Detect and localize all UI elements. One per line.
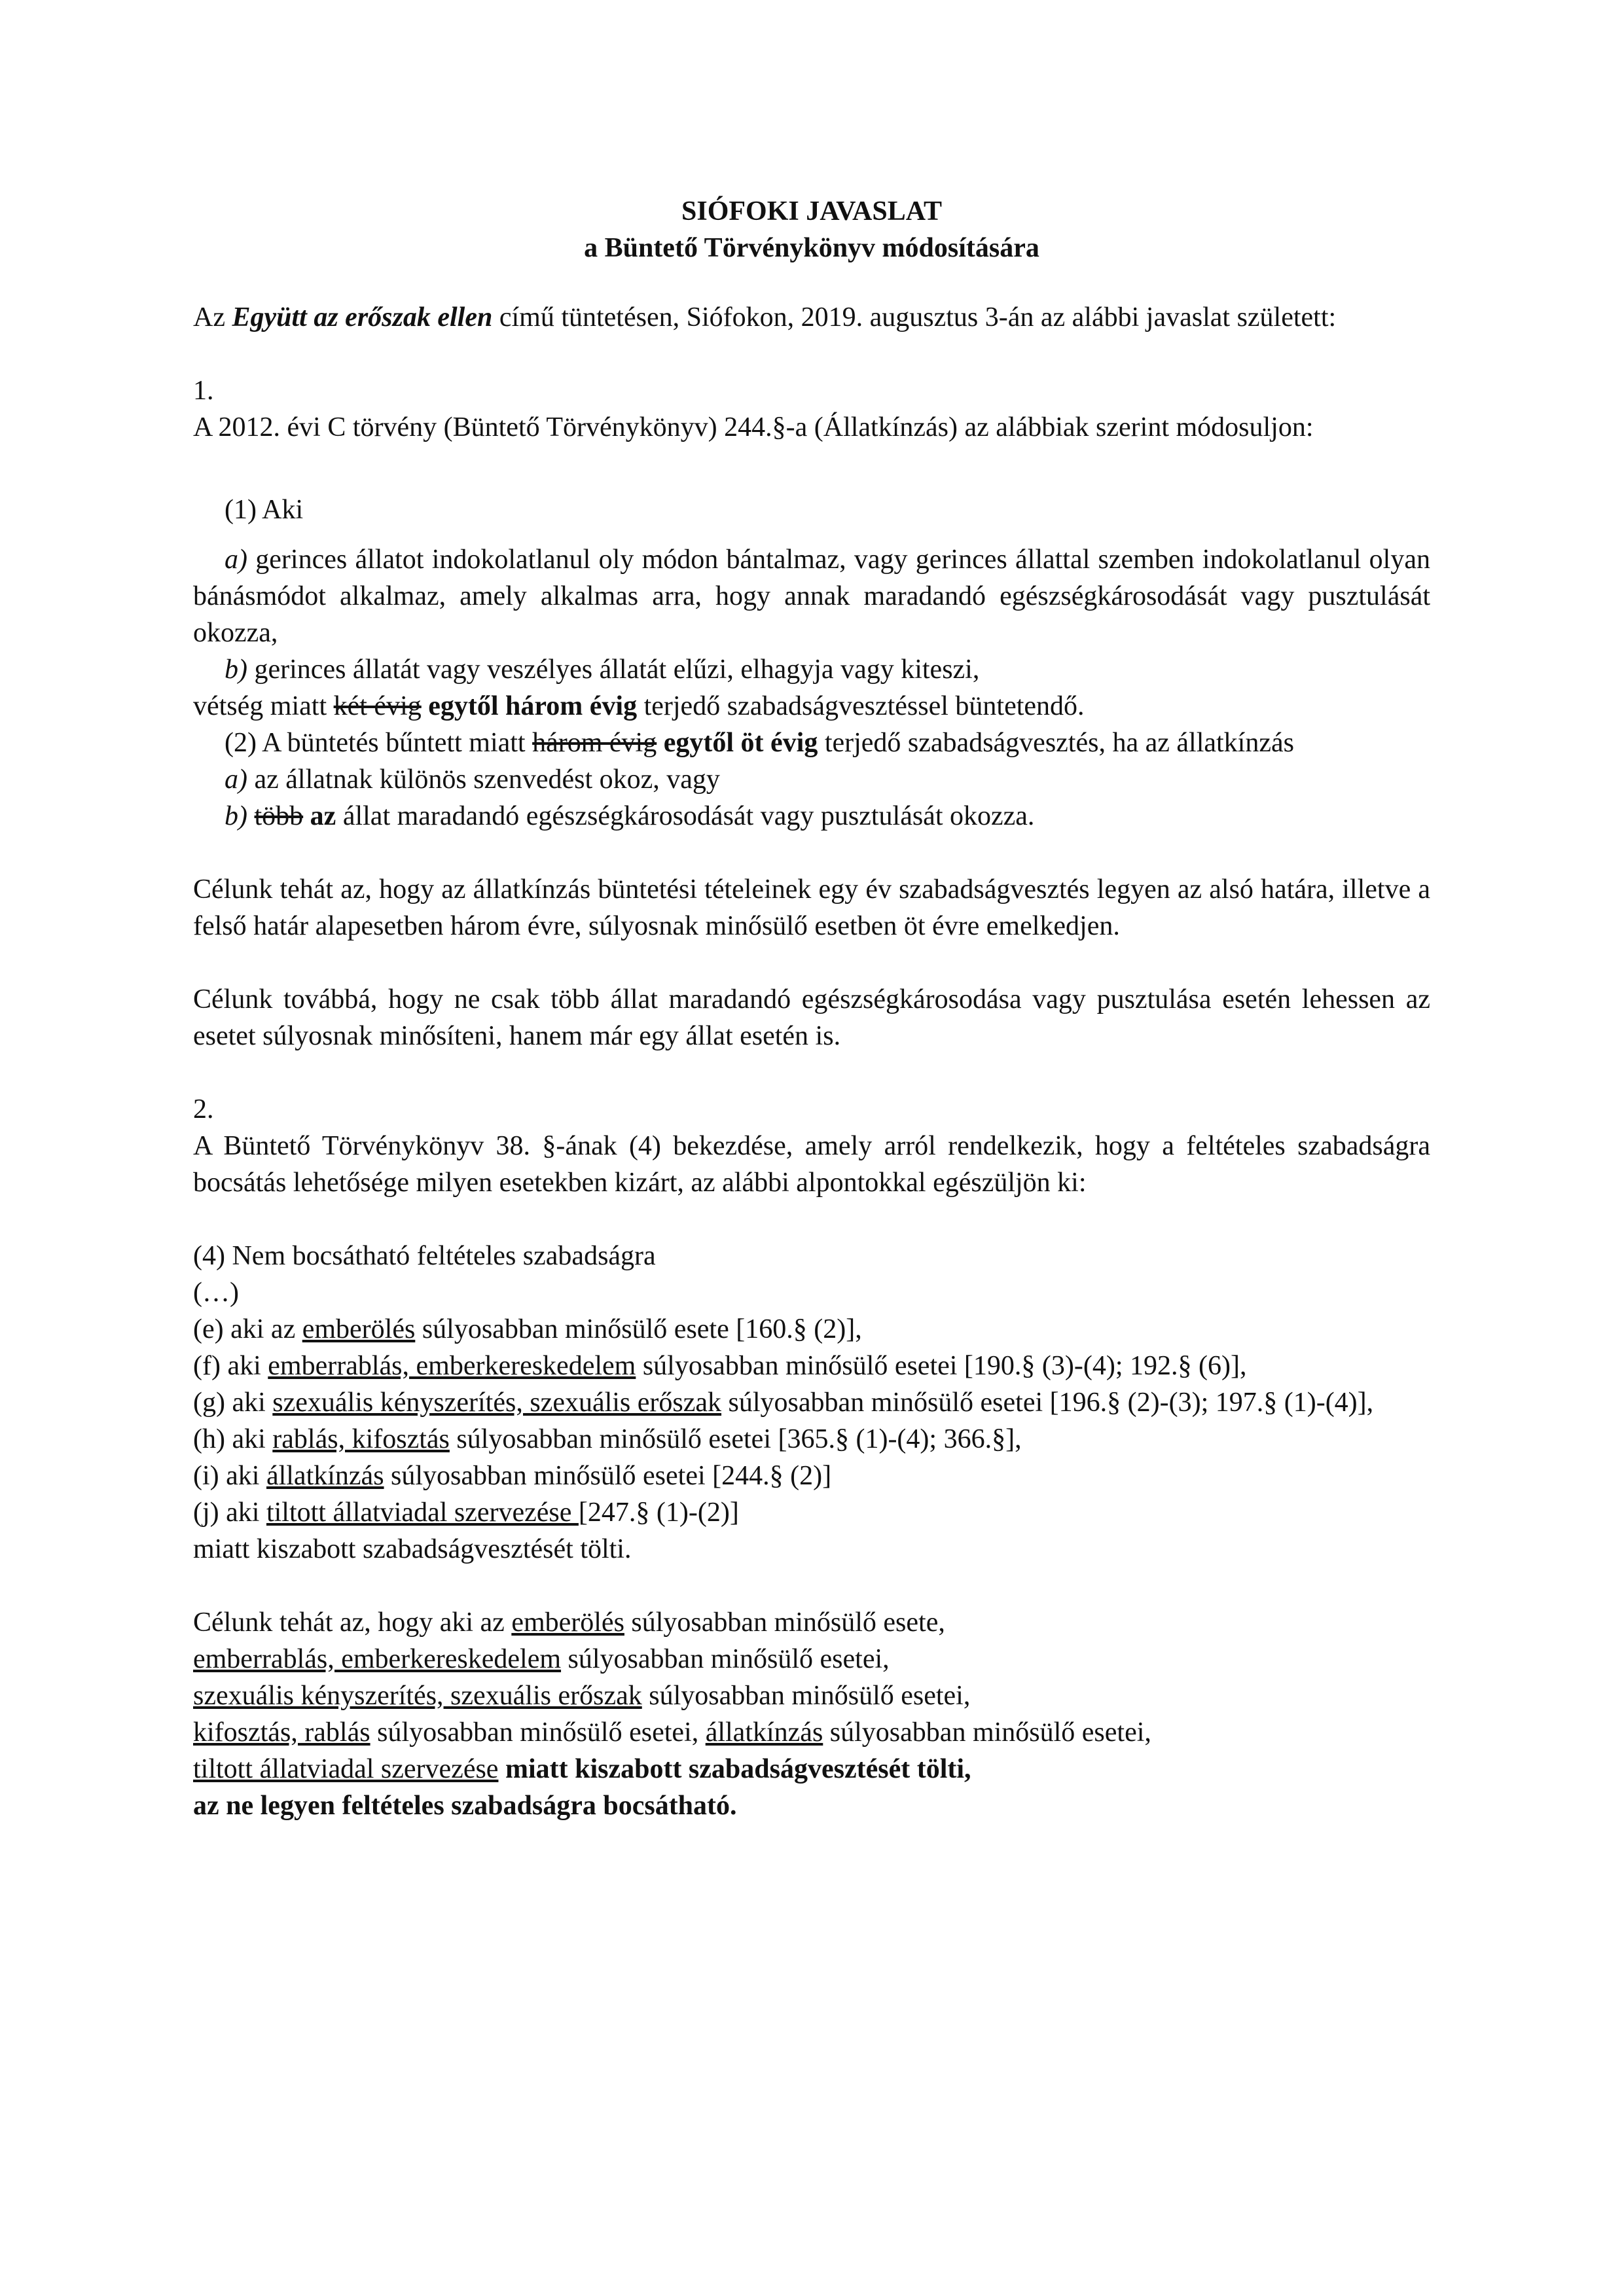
section-1-aim-2: Célunk továbbá, hogy ne csak több állat maradandó egészségkárosodása vagy pusztulása esetén lehessen az esetet súlyosnak minősíteni, hanem már egy állat esetén is. bbox=[193, 984, 1430, 1051]
text-segment: (h) aki bbox=[193, 1424, 273, 1454]
text-segment: súlyosabban minősülő esete, bbox=[624, 1607, 945, 1638]
text-segment bbox=[247, 801, 255, 831]
section-2-items bbox=[193, 1311, 1430, 1531]
section-2-item bbox=[193, 1494, 1430, 1531]
text-segment: állatkínzás bbox=[266, 1461, 384, 1491]
title-line-1: SIÓFOKI JAVASLAT bbox=[681, 196, 942, 226]
section-1-aim-1: Célunk tehát az, hogy az állatkínzás büntetési tételeinek egy év szabadságvesztés legyen az alsó határa, illetve a felső határ alapesetben három évre, súlyosnak minősülő esetben öt évre emelkedjen. bbox=[193, 874, 1430, 941]
text-segment: rablás, kifosztás bbox=[272, 1424, 450, 1454]
text-segment: egytől öt évig bbox=[663, 728, 818, 758]
text-segment: két évig bbox=[333, 691, 422, 721]
text-segment: emberölés bbox=[511, 1607, 624, 1638]
text-segment: (2) A büntetés bűntett miatt bbox=[225, 728, 533, 758]
text-segment: súlyosabban minősülő esetei [244.§ (2)] bbox=[384, 1461, 832, 1491]
text-segment: a) bbox=[225, 545, 247, 575]
text-segment: szexuális kényszerítés, szexuális erőszak bbox=[272, 1388, 722, 1418]
text-segment: terjedő szabadságvesztés, ha az állatkínzás bbox=[818, 728, 1294, 758]
paragraph-1-sanction bbox=[193, 688, 1430, 725]
text-segment: az állatnak különös szenvedést okoz, vagy bbox=[247, 764, 720, 795]
text-segment bbox=[657, 728, 664, 758]
text-segment: súlyosabban minősülő esete [160.§ (2)], bbox=[415, 1314, 862, 1344]
text-segment: vétség miatt bbox=[193, 691, 334, 721]
text-segment: gerinces állatát vagy veszélyes állatát elűzi, elhagyja vagy kiteszi, bbox=[247, 655, 980, 685]
text-segment: miatt kiszabott szabadságvesztését tölti, bbox=[505, 1754, 971, 1784]
section-2-aim-line bbox=[193, 1751, 1430, 1787]
text-segment: terjedő szabadságvesztéssel büntetendő. bbox=[637, 691, 1085, 721]
text-segment: b) bbox=[225, 801, 247, 831]
text-segment: súlyosabban minősülő esetei [196.§ (2)-(3); 197.§ (1)-(4)], bbox=[721, 1388, 1374, 1418]
section-2-ellipsis: (…) bbox=[193, 1278, 239, 1308]
text-segment: (e) aki az bbox=[193, 1314, 302, 1344]
text-segment: emberrablás, emberkereskedelem bbox=[268, 1351, 636, 1381]
section-2-aim-line bbox=[193, 1604, 1430, 1641]
text-segment: b) bbox=[225, 655, 247, 685]
text-segment: emberrablás, emberkereskedelem bbox=[193, 1644, 562, 1674]
text-segment: (g) aki bbox=[193, 1388, 273, 1418]
document-page bbox=[193, 193, 1437, 1824]
text-segment: több bbox=[254, 801, 304, 831]
paragraph-2-point-b bbox=[193, 798, 1430, 834]
section-2-item bbox=[193, 1458, 1430, 1494]
text-segment bbox=[303, 801, 310, 831]
title-line-2: a Büntető Törvénykönyv módosítására bbox=[584, 233, 1039, 263]
text-segment: kifosztás, rablás bbox=[193, 1717, 370, 1748]
section-2-item bbox=[193, 1311, 1430, 1348]
text-segment: szexuális kényszerítés, szexuális erőszak bbox=[193, 1681, 642, 1711]
section-2-closing: miatt kiszabott szabadságvesztését tölti. bbox=[193, 1534, 632, 1564]
paragraph-1-point-b bbox=[193, 651, 1430, 688]
text-segment: gerinces állatot indokolatlanul oly módon bántalmaz, vagy gerinces állattal szemben indokolatlanul olyan bánásmódot alkalmaz, amely alkalmas arra, hogy annak maradandó egészségkárosodását vagy pusztulását okozza, bbox=[193, 545, 1437, 648]
section-2-item bbox=[193, 1348, 1430, 1384]
text-segment bbox=[498, 1754, 505, 1784]
section-2-aim bbox=[193, 1604, 1430, 1824]
text-segment: az bbox=[310, 801, 336, 831]
text-segment bbox=[422, 691, 429, 721]
section-1-lead: A 2012. évi C törvény (Büntető Törvénykönyv) 244.§-a (Állatkínzás) az alábbiak szerint módosuljon: bbox=[193, 412, 1314, 442]
text-segment: súlyosabban minősülő esetei, bbox=[370, 1717, 706, 1748]
text-segment: súlyosabban minősülő esetei [365.§ (1)-(4); 366.§], bbox=[449, 1424, 1022, 1454]
text-segment: Célunk tehát az, hogy aki az bbox=[193, 1607, 512, 1638]
section-2-aim-line bbox=[193, 1714, 1430, 1751]
text-segment: a) bbox=[225, 764, 247, 795]
text-segment: (j) aki bbox=[193, 1498, 266, 1528]
text-segment: Az bbox=[193, 302, 232, 332]
text-segment: három évig bbox=[532, 728, 657, 758]
text-segment: (i) aki bbox=[193, 1461, 266, 1491]
section-1-number: 1. bbox=[193, 376, 214, 406]
section-2-aim-line bbox=[193, 1677, 1430, 1714]
section-2-head: (4) Nem bocsátható feltételes szabadságra bbox=[193, 1241, 656, 1271]
text-segment: az ne legyen feltételes szabadságra bocsátható. bbox=[193, 1791, 737, 1821]
intro-paragraph bbox=[193, 299, 1430, 336]
text-segment: súlyosabban minősülő esetei, bbox=[641, 1681, 971, 1711]
section-2-item bbox=[193, 1421, 1430, 1458]
text-segment: tiltott állatviadal szervezése bbox=[193, 1754, 499, 1784]
section-2-lead: A Büntető Törvénykönyv 38. §-ának (4) bekezdése, amely arról rendelkezik, hogy a feltételes szabadságra bocsátás lehetősége milyen esetekben kizárt, az alábbi alpontokkal egészüljön ki: bbox=[193, 1131, 1430, 1198]
document-title bbox=[193, 193, 1430, 266]
text-segment: súlyosabban minősülő esetei, bbox=[823, 1717, 1151, 1748]
section-2-aim-line bbox=[193, 1641, 1430, 1677]
paragraph-2-head bbox=[193, 725, 1430, 761]
section-2-number: 2. bbox=[193, 1094, 214, 1124]
text-segment: tiltott állatviadal szervezése bbox=[266, 1498, 579, 1528]
paragraph-1-head: (1) Aki bbox=[225, 495, 304, 525]
text-segment: Együtt az erőszak ellen bbox=[232, 302, 493, 332]
text-segment: súlyosabban minősülő esetei, bbox=[561, 1644, 890, 1674]
paragraph-1-point-a bbox=[193, 541, 1437, 651]
text-segment: állatkínzás bbox=[705, 1717, 823, 1748]
paragraph-2-point-a bbox=[193, 761, 1430, 798]
text-segment: súlyosabban minősülő esetei [190.§ (3)-(4); 192.§ (6)], bbox=[636, 1351, 1247, 1381]
text-segment: (f) aki bbox=[193, 1351, 268, 1381]
text-segment: emberölés bbox=[302, 1314, 416, 1344]
section-2-aim-line bbox=[193, 1787, 1430, 1824]
text-segment: állat maradandó egészségkárosodását vagy pusztulását okozza. bbox=[336, 801, 1035, 831]
section-2-item bbox=[193, 1384, 1430, 1421]
text-segment: [247.§ (1)-(2)] bbox=[578, 1498, 739, 1528]
text-segment: című tüntetésen, Siófokon, 2019. augusztus 3-án az alábbi javaslat született: bbox=[492, 302, 1337, 332]
text-segment: egytől három évig bbox=[428, 691, 638, 721]
